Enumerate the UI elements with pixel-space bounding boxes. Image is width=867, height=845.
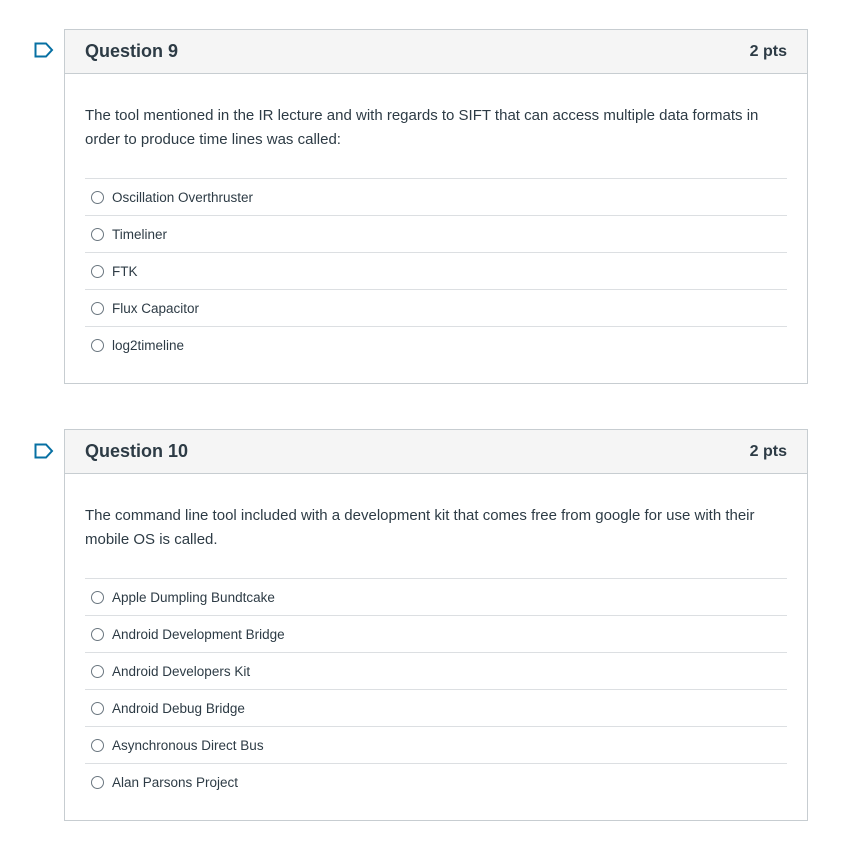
radio-button[interactable]: [91, 591, 104, 604]
answer-label: Android Development Bridge: [112, 626, 285, 642]
question-points: 2 pts: [749, 442, 787, 460]
radio-button[interactable]: [91, 702, 104, 715]
radio-button[interactable]: [91, 739, 104, 752]
radio-button[interactable]: [91, 628, 104, 641]
radio-button[interactable]: [91, 265, 104, 278]
answer-label: FTK: [112, 263, 138, 279]
answer-option[interactable]: [85, 178, 787, 215]
answer-option[interactable]: [85, 289, 787, 326]
radio-button[interactable]: [91, 665, 104, 678]
answer-list: [85, 178, 787, 363]
question-header: [65, 430, 807, 474]
answer-option[interactable]: [85, 215, 787, 252]
question-title: Question 10: [85, 441, 189, 461]
question-points: 2 pts: [749, 42, 787, 60]
answer-option[interactable]: [85, 252, 787, 289]
question-body: [65, 474, 807, 820]
flag-question-9-icon[interactable]: [34, 42, 54, 58]
radio-button[interactable]: [91, 776, 104, 789]
answer-label: Alan Parsons Project: [112, 774, 239, 790]
answer-label: Android Developers Kit: [112, 663, 251, 679]
question-body: [65, 74, 807, 383]
answer-option[interactable]: [85, 615, 787, 652]
answer-label: log2timeline: [112, 337, 185, 353]
radio-button[interactable]: [91, 228, 104, 241]
answer-label: Asynchronous Direct Bus: [112, 737, 264, 753]
question-9: [64, 29, 808, 384]
flag-question-10-icon[interactable]: [34, 443, 54, 459]
answer-option[interactable]: [85, 326, 787, 363]
question-text: The tool mentioned in the IR lecture and with regards to SIFT that can access multiple data formats in order to produce time lines was called:: [85, 107, 759, 148]
answer-label: Timeliner: [112, 226, 168, 242]
answer-option[interactable]: [85, 652, 787, 689]
answer-label: Android Debug Bridge: [112, 700, 245, 716]
answer-list: [85, 578, 787, 800]
answer-label: Apple Dumpling Bundtcake: [112, 589, 275, 605]
answer-option[interactable]: [85, 578, 787, 615]
question-header: [65, 30, 807, 74]
answer-label: Oscillation Overthruster: [112, 189, 254, 205]
radio-button[interactable]: [91, 191, 104, 204]
radio-button[interactable]: [91, 302, 104, 315]
answer-option[interactable]: [85, 689, 787, 726]
answer-label: Flux Capacitor: [112, 300, 200, 316]
answer-option[interactable]: [85, 763, 787, 800]
answer-option[interactable]: [85, 726, 787, 763]
radio-button[interactable]: [91, 339, 104, 352]
question-10: [64, 429, 808, 821]
question-text: The command line tool included with a development kit that comes free from google for use with their mobile OS is called.: [85, 507, 755, 548]
question-title: Question 9: [85, 41, 179, 61]
